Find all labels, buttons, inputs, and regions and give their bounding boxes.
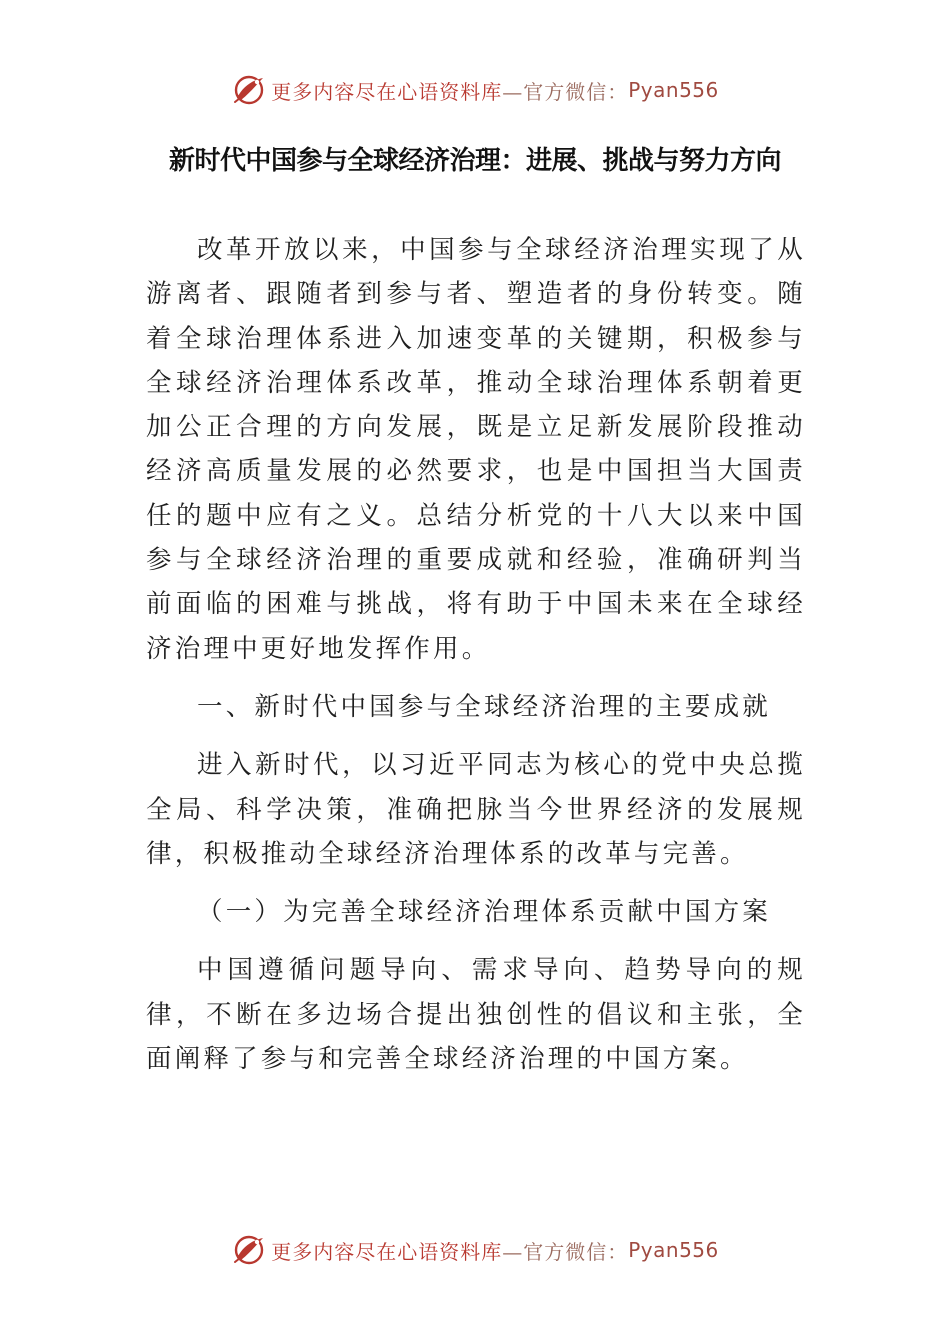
footer-banner[interactable]: [0, 1232, 950, 1268]
paragraph-subsection-1: 中国遵循问题导向、需求导向、趋势导向的规律，不断在多边场合提出独创性的倡议和主张，全面阐释了参与和完善全球经济治理的中国方案。: [146, 955, 806, 1075]
banner-wechat-label: —官方微信：: [502, 1239, 629, 1264]
banner-wechat-label: —官方微信：: [502, 79, 629, 104]
document-title: 新时代中国参与全球经济治理：进展、挑战与努力方向: [168, 146, 781, 176]
banner-wechat-id: Pyan556: [628, 1238, 719, 1262]
library-logo-icon: [231, 1232, 267, 1268]
section-heading-1: 一、新时代中国参与全球经济治理的主要成就: [197, 691, 772, 722]
banner-wechat-id: Pyan556: [628, 78, 719, 102]
paragraph-intro: 改革开放以来，中国参与全球经济治理实现了从游离者、跟随者到参与者、塑造者的身份转变。随着全球治理体系进入加速变革的关键期，积极参与全球经济治理体系改革，推动全球治理体系朝着更加公正合理的方向发展，既是立足新发展阶段推动经济高质量发展的必然要求，也是中国担当大国责任的题中应有之义。总结分析党的十八大以来中国参与全球经济治理的重要成就和经验，准确研判当前面临的困难与挑战，将有助于中国未来在全球经济治理中更好地发挥作用。: [146, 235, 806, 664]
banner-text: 更多内容尽在心语资料库: [271, 79, 503, 104]
banner-text: 更多内容尽在心语资料库: [271, 1239, 503, 1264]
document-body: [146, 228, 806, 1081]
paragraph-section-1: 进入新时代，以习近平同志为核心的党中央总揽全局、科学决策，准确把脉当今世界经济的发展规律，积极推动全球经济治理体系的改革与完善。: [146, 750, 806, 869]
subsection-heading-1: （一）为完善全球经济治理体系贡献中国方案: [197, 897, 772, 928]
header-banner[interactable]: [0, 72, 950, 108]
library-logo-icon: [231, 72, 267, 108]
